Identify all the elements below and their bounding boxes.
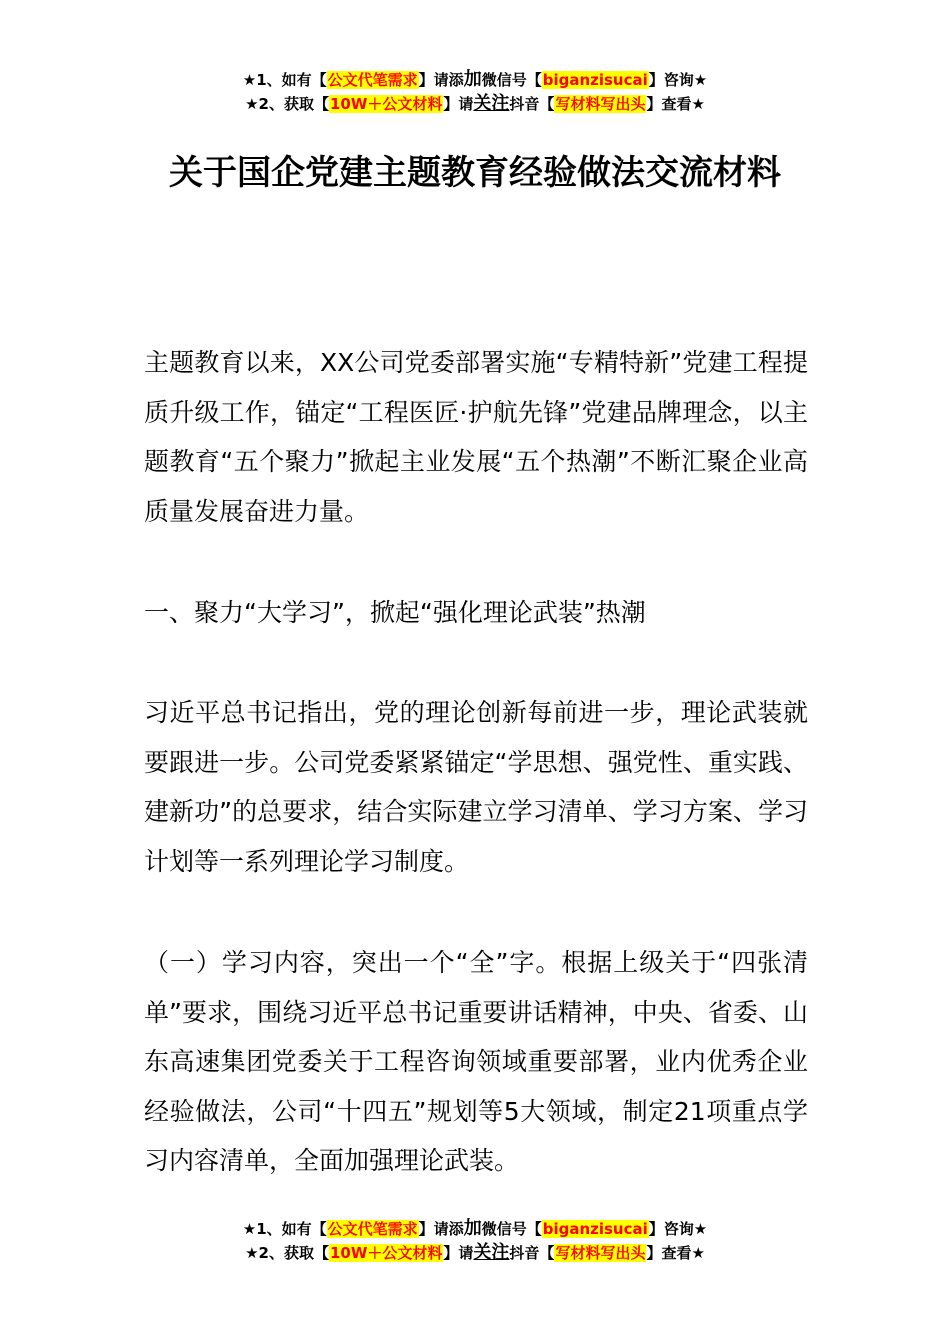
body-paragraph-1: 习近平总书记指出，党的理论创新每前进一步，理论武装就要跟进一步。公司党委紧紧锚定“学思想、强党性、重实践、建新功”的总要求，结合实际建立学习清单、学习方案、学习计划等一系列理论学习制度。 [144, 698, 808, 876]
intro-paragraph: 主题教育以来，XX公司党委部署实施“专精特新”党建工程提质升级工作，锚定“工程医匠·护航先锋”党建品牌理念，以主题教育“五个聚力”掀起主业发展“五个热潮”不断汇聚企业高质量发展奋进力量。 [144, 348, 808, 526]
banner-text: ★2、获取【 [245, 1244, 329, 1262]
banner-emphasis: 关注 [473, 1242, 510, 1263]
banner-text: ★1、如有【 [242, 71, 327, 89]
banner-text: ★2、获取【 [245, 95, 329, 113]
highlight-service: 公文代笔需求 [327, 71, 418, 89]
paragraph-block-2 [144, 938, 808, 1186]
banner-text: 】请添 [418, 1220, 464, 1238]
section-heading-1: 一、聚力“大学习”，掀起“强化理论武装”热潮 [144, 598, 646, 627]
highlight-wechat-id: biganzisucai [542, 1220, 648, 1238]
banner-text: 抖音【 [509, 95, 555, 113]
document-title: 关于国企党建主题教育经验做法交流材料 [169, 153, 781, 193]
banner-text: 】咨询★ [648, 71, 708, 89]
banner-text: 】请添 [418, 71, 464, 89]
banner-emphasis: 加 [463, 1218, 482, 1239]
banner-emphasis: 加 [463, 69, 482, 90]
banner-emphasis: 关注 [473, 93, 510, 114]
highlight-douyin-account: 写材料写出头 [555, 95, 646, 113]
intro-block [144, 338, 808, 536]
body-paragraph-2: （一）学习内容，突出一个“全”字。根据上级关于“四张清单”要求，围绕习近平总书记重要讲话精神，中央、省委、山东高速集团党委关于工程咨询领域重要部署，业内优秀企业经验做法，公司“十四五”规划等5大领域，制定21项重点学习内容清单，全面加强理论武装。 [144, 948, 808, 1175]
banner-text: 】查看★ [646, 95, 705, 113]
banner-text: 】请 [443, 95, 474, 113]
highlight-materials: 10W＋公文材料 [329, 95, 443, 113]
banner-text: 微信号【 [481, 71, 542, 89]
highlight-materials: 10W＋公文材料 [329, 1244, 443, 1262]
highlight-service: 公文代笔需求 [327, 1220, 418, 1238]
paragraph-block-1 [144, 688, 808, 886]
banner-text: 微信号【 [481, 1220, 542, 1238]
top-banner [0, 68, 950, 116]
banner-text: 】查看★ [646, 1244, 705, 1262]
banner-text: 】咨询★ [648, 1220, 708, 1238]
banner-line-2 [0, 92, 950, 116]
banner-line-2 [0, 1241, 950, 1265]
banner-text: 抖音【 [509, 1244, 555, 1262]
banner-text: ★1、如有【 [242, 1220, 327, 1238]
highlight-wechat-id: biganzisucai [542, 71, 648, 89]
banner-text: 】请 [443, 1244, 474, 1262]
highlight-douyin-account: 写材料写出头 [555, 1244, 646, 1262]
section-heading-block [144, 588, 808, 638]
bottom-banner [0, 1217, 950, 1265]
banner-line-1 [0, 1217, 950, 1241]
banner-line-1 [0, 68, 950, 92]
